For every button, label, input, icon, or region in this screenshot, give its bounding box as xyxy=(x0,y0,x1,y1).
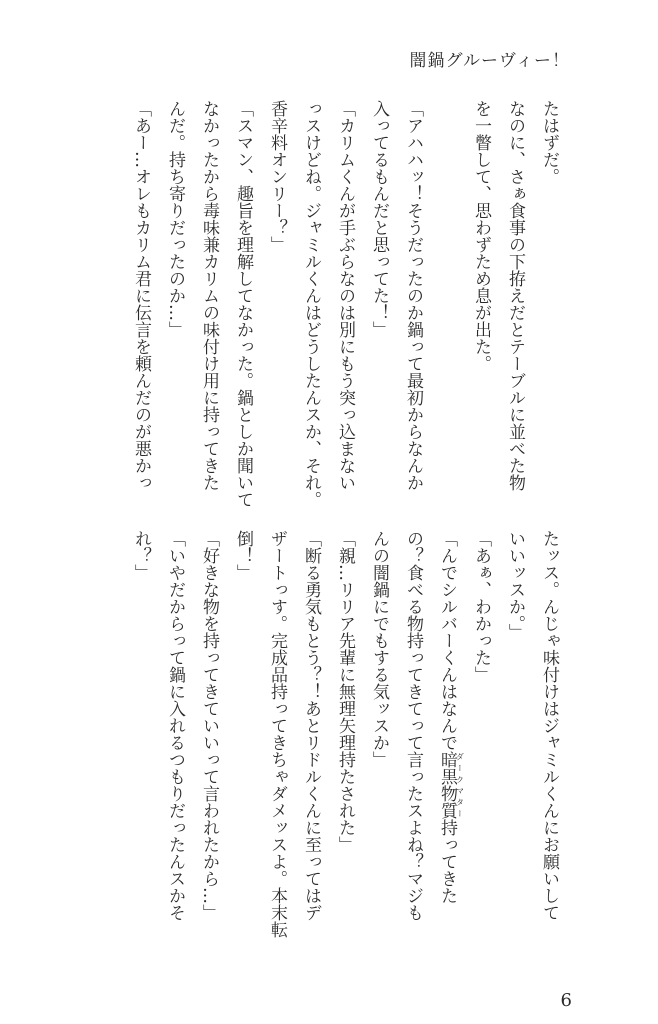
text-line: 香辛料オンリー？」 xyxy=(267,100,287,253)
text-line: 「アハハッ！そうだったのか鍋って最初からなんか xyxy=(403,100,423,491)
text-line: っスけどね。ジャミルくんはどうしたんスか、それ。 xyxy=(301,100,321,508)
text-line: 倒！」 xyxy=(233,530,253,581)
text-line: 「スマン、趣旨を理解してなかった。鍋としか聞いて xyxy=(233,100,253,508)
text-block-lower xyxy=(124,530,566,938)
text-line: 入ってるもんだと思ってた！」 xyxy=(369,100,389,338)
text-line: 「あぁ、わかった」 xyxy=(471,530,491,683)
ruby-text: ダークマター xyxy=(455,751,465,819)
text-line: 「親…リリア先輩に無理矢理持たされた」 xyxy=(335,530,355,853)
page-number: 6 xyxy=(560,990,572,1011)
text-line: たッス。んじゃ味付けはジャミルくんにお願いして xyxy=(539,530,559,921)
text-segment: 「んでシルバーくんはなんで xyxy=(437,530,457,751)
ruby-base: 暗黒物質 xyxy=(437,751,457,819)
text-line: 「断る勇気もとう？！あとリドルくんに至ってはデ xyxy=(301,530,321,921)
ruby-annotation xyxy=(437,751,465,819)
text-line: いいッスか。」 xyxy=(505,530,525,641)
text-line: たはずだ。 xyxy=(539,100,559,185)
text-line: れ？」 xyxy=(131,530,151,581)
text-line: んの闇鍋にでもする気ッスか」 xyxy=(369,530,389,768)
blank-line xyxy=(430,100,464,500)
text-line: 「カリムくんが手ぶらなのは別にもう突っ込まない xyxy=(335,100,355,491)
text-line: を一瞥して、思わずため息が出た。 xyxy=(471,100,491,372)
text-line-with-ruby xyxy=(430,530,464,930)
running-header: 闇鍋グルーヴィー！ xyxy=(409,51,570,71)
text-segment: 持ってきた xyxy=(437,819,457,904)
text-line: 「いやだからって鍋に入れるつもりだったんスかそ xyxy=(165,530,185,921)
text-line: なかったから毒味兼カリムの味付け用に持ってきた xyxy=(199,100,219,491)
text-line: の？食べる物持ってきてって言ったスよね？マジも xyxy=(403,530,423,921)
text-line: なのに、さぁ食事の下拵えだとテーブルに並べた物 xyxy=(505,100,525,491)
text-line: 「あー…オレもカリム君に伝言を頼んだのが悪かっ xyxy=(131,100,151,491)
text-block-upper xyxy=(124,100,566,508)
text-line: 「好きな物を持ってきていいって言われたから…」 xyxy=(199,530,219,921)
text-line: んだ。持ち寄りだったのか…」 xyxy=(165,100,185,338)
text-line: ザートっす。完成品持ってきちゃダメッスよ。本末転 xyxy=(267,530,287,938)
